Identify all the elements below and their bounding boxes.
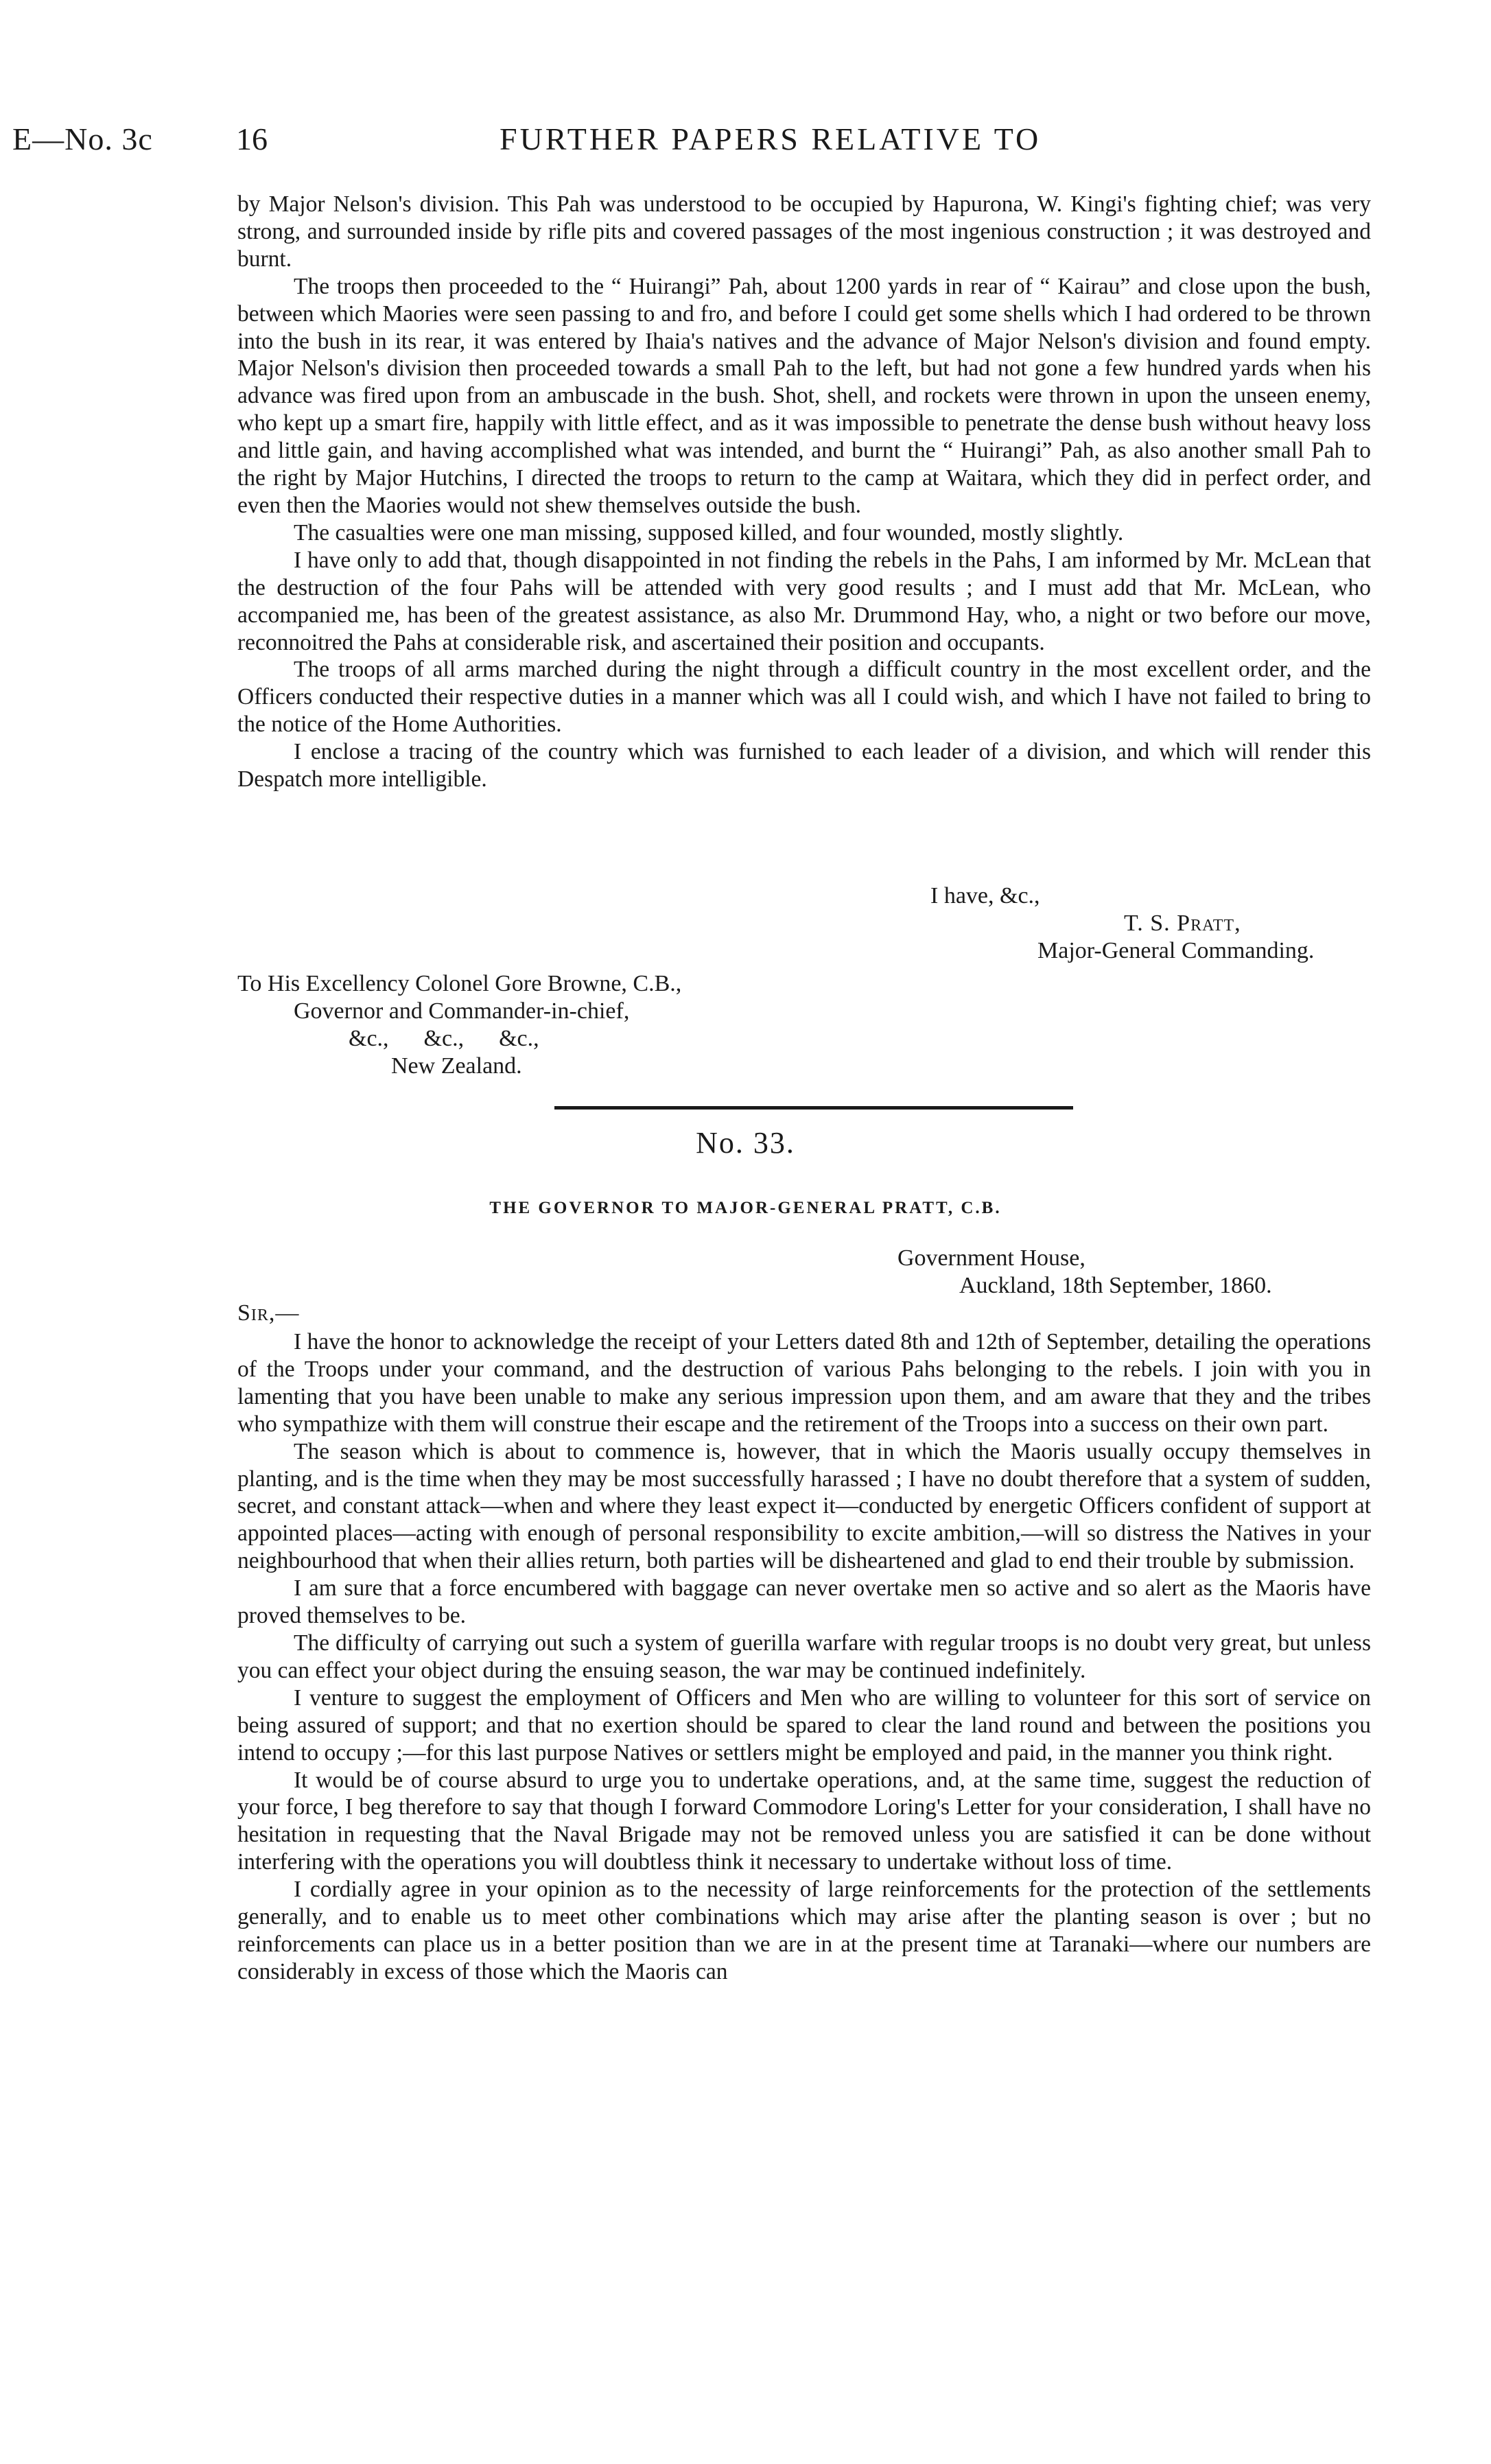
paragraph: The difficulty of carrying out such a system of guerilla warfare with regular troops is no doubt very great, but unless you can effect your object during the ensuing season, the war may be continued indefinitely. [237, 1630, 1371, 1683]
address-line: Government House, [897, 1245, 1085, 1271]
paragraph: The casualties were one man missing, supposed killed, and four wounded, mostly slightly. [294, 519, 1124, 545]
document-number: No. 33. [696, 1126, 795, 1160]
signature-name: T. S. Pratt, [1124, 911, 1241, 936]
paragraph: by Major Nelson's division. This Pah was understood to be occupied by Hapurona, W. Kingi's fighting chief; was very strong, and surrounded inside by rifle pits and covered passages of the most ingenious construction ; it was destroyed and burnt. [237, 191, 1371, 272]
paragraph: It would be of course absurd to urge you to undertake operations, and, at the same time, suggest the reduction of your force, I beg therefore to say that though I forward Commodore Loring's Letter for your consideration, I shall have no hesitation in requesting that the Naval Brigade may not be removed unless you are satisfied it can be done without interfering with the operations you will doubtless think it necessary to undertake without loss of time. [237, 1767, 1371, 1875]
paragraph: The troops of all arms marched during the night through a difficult country in the most excellent order, and the Officers conducted their respective duties in a manner which was all I could wish, and which I have not failed to bring to the notice of the Home Authorities. [237, 657, 1371, 738]
letter-2-body [237, 1328, 1371, 1986]
running-title: FURTHER PAPERS RELATIVE TO [500, 121, 1042, 156]
paragraph: I cordially agree in your opinion as to the necessity of large reinforcements for the protection of the settlements generally, and to enable us to meet other combinations which may arise after the planting season is over ; but no reinforcements can place us in a better position than we are in at the present time at Taranaki—where our numbers are considerably in excess of those which the Maoris can [237, 1877, 1371, 1984]
recipient-line: &c., &c., &c., [349, 1026, 539, 1051]
page-number: 16 [236, 121, 268, 156]
paragraph: I enclose a tracing of the country which was furnished to each leader of a division, and which will render this Despatch more intelligible. [237, 739, 1371, 793]
paragraph: I am sure that a force encumbered with baggage can never overtake men so active and so alert as the Maoris have proved themselves to be. [237, 1575, 1371, 1629]
letter-1-body [237, 191, 1371, 793]
closing-phrase: I have, &c., [930, 883, 1040, 908]
paragraph: I have the honor to acknowledge the receipt of your Letters dated 8th and 12th of September, detailing the operations of the Troops under your command, and the destruction of various Pahs belonging to the rebels. I join with you in lamenting that you have been unable to make any serious impression upon them, and am aware that they and the tribes who sympathize with them will construe their escape and the retirement of the Troops into a success on their own part. [237, 1329, 1371, 1437]
page-header [0, 121, 1491, 169]
salutation: Sir,— [237, 1300, 300, 1326]
paragraph: The troops then proceeded to the “ Huirangi” Pah, about 1200 yards in rear of “ Kairau” and close upon the bush, between which Maories were seen passing to and fro, and before I could get some shells which I had ordered to be thrown into the bush in its rear, it was entered by Ihaia's natives and the advance of Major Nelson's division and found empty. Major Nelson's division then proceeded towards a small Pah to the left, but had not gone a few hundred yards when his advance was fired upon from an ambuscade in the bush. Shot, shell, and rockets were thrown in upon the unseen enemy, who kept up a smart fire, happily with little effect, and as it was impossible to penetrate the dense bush without heavy loss and little gain, and having accomplished what was intended, and burnt the “ Huirangi” Pah, as also another small Pah to the right by Major Hutchins, I directed the troops to return to the camp at Waitara, which they did in perfect order, and even then the Maories would not shew themselves outside the bush. [237, 273, 1371, 518]
recipient-line: To His Excellency Colonel Gore Browne, C.B., [237, 971, 682, 996]
letter-heading: THE GOVERNOR TO MAJOR-GENERAL PRATT, C.B. [489, 1199, 1002, 1217]
paragraph: I have only to add that, though disappointed in not finding the rebels in the Pahs, I am informed by Mr. McLean that the destruction of the four Pahs will be attended with very good results ; and I must add that Mr. McLean, who accompanied me, has been of the greatest assistance, as also Mr. Drummond Hay, who, a night or two before our move, reconnoitred the Pahs at considerable risk, and ascertained their position and occupants. [237, 547, 1371, 655]
paragraph: I venture to suggest the employment of Officers and Men who are willing to volunteer for this sort of service on being assured of support; and that no exertion should be spared to clear the land round and between the positions you intend to occupy ;—for this last purpose Natives or settlers might be employed and paid, in the manner you think right. [237, 1685, 1371, 1765]
recipient-line: Governor and Commander-in-chief, [294, 998, 630, 1024]
paper-reference: E—No. 3c [12, 121, 153, 156]
signature-title: Major-General Commanding. [1037, 938, 1315, 963]
address-date-line: Auckland, 18th September, 1860. [959, 1273, 1272, 1298]
paragraph: The season which is about to commence is, however, that in which the Maoris usually occupy themselves in planting, and is the time when they may be most successfully harassed ; I have no doubt therefore that a system of sudden, secret, and constant attack—when and where they least expect it—conducted by energetic Officers confident of support at appointed places—acting with enough of personal responsibility to excite ambition,—will so distress the Natives in your neighbourhood that when their allies return, both parties will be disheartened and glad to end their trouble by submission. [237, 1438, 1371, 1574]
recipient-line: New Zealand. [391, 1053, 522, 1079]
section-divider [554, 1106, 1073, 1110]
